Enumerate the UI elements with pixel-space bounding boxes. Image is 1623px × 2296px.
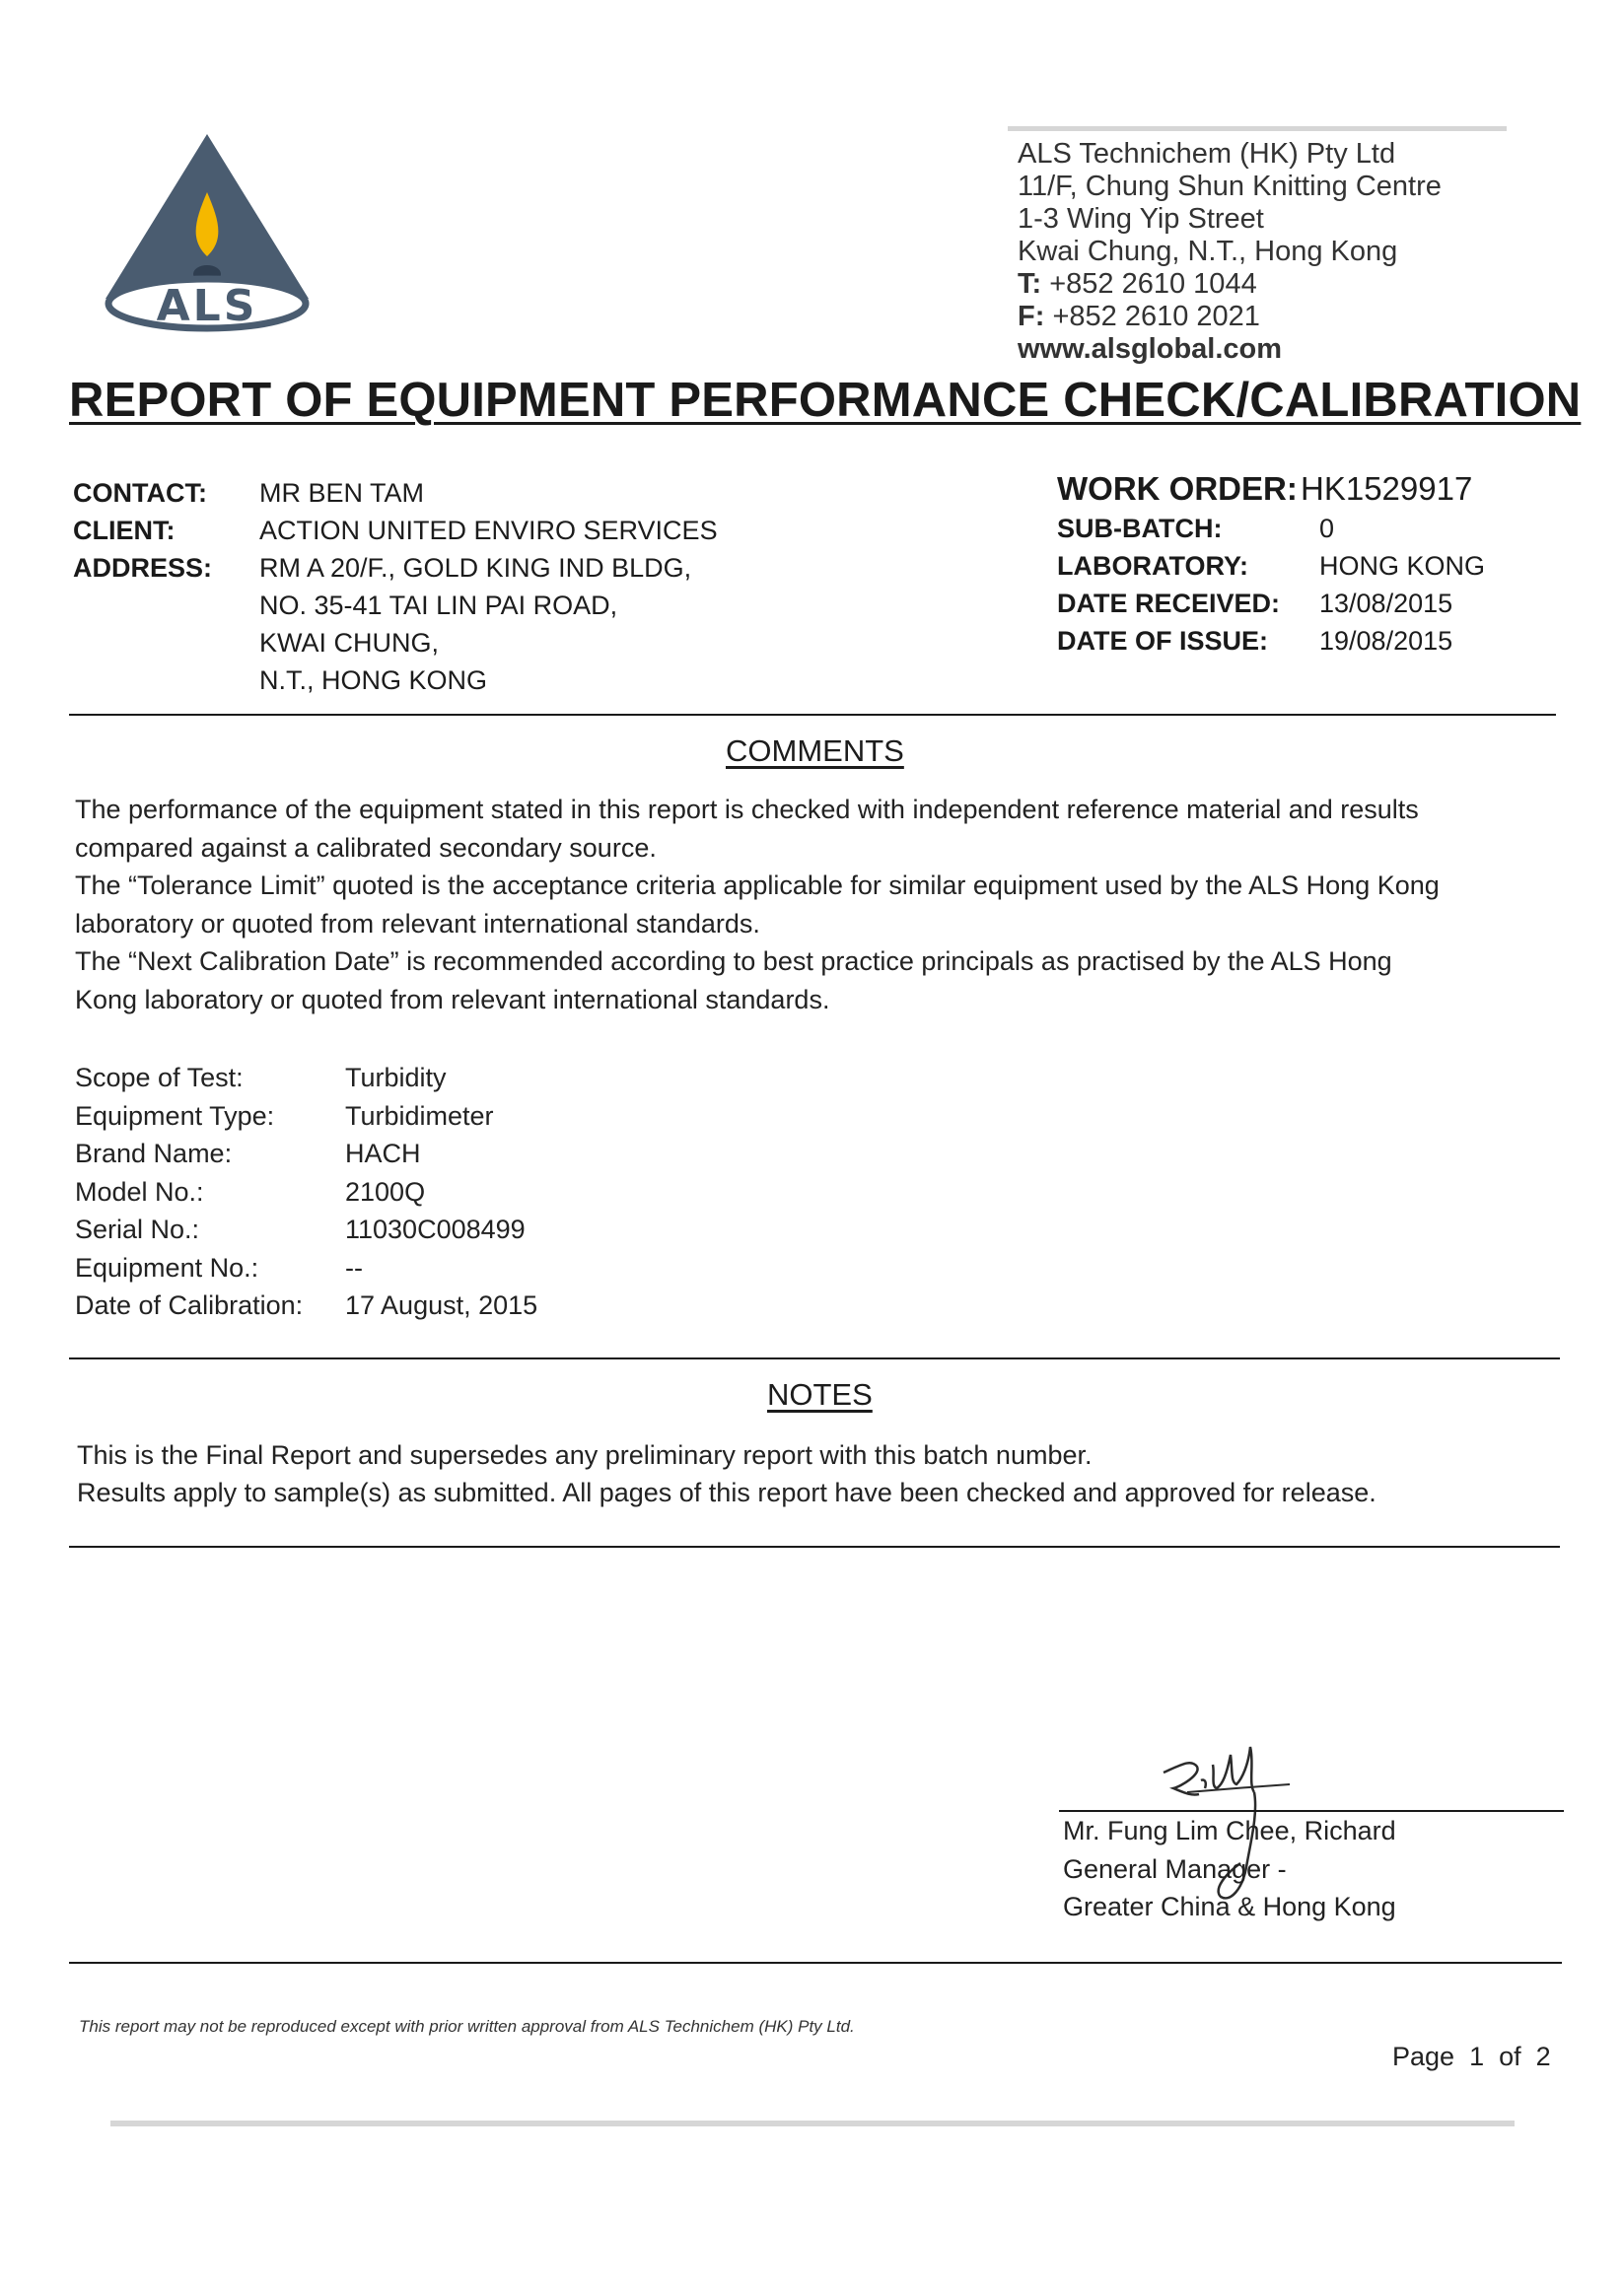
notes-text: [77, 1436, 1376, 1511]
address-line: N.T., HONG KONG: [259, 665, 488, 695]
comment-line: laboratory or quoted from relevant international standards.: [75, 908, 760, 939]
address-line: RM A 20/F., GOLD KING IND BLDG,: [259, 553, 692, 583]
address-lines: [259, 549, 691, 699]
signatory-title-line2: Greater China & Hong Kong: [1063, 1892, 1396, 1921]
report-title: REPORT OF EQUIPMENT PERFORMANCE CHECK/CALIBRATION: [69, 374, 1582, 427]
client-info: [73, 474, 718, 699]
signatory-name: Mr. Fung Lim Chee, Richard: [1063, 1816, 1396, 1845]
phone-number: +852 2610 1044: [1049, 268, 1257, 300]
signatory-title-line1: General Manager -: [1063, 1853, 1287, 1884]
scope-label: Scope of Test:: [75, 1063, 244, 1092]
date-of-issue-label: DATE OF ISSUE:: [1057, 626, 1269, 656]
order-info: [1057, 470, 1485, 660]
model-row: [75, 1173, 537, 1212]
comments-heading: COMMENTS: [726, 733, 904, 768]
contact-row: [73, 474, 718, 512]
divider-4: [69, 1962, 1562, 1964]
company-website: www.alsglobal.com: [1018, 333, 1283, 365]
header-shade-bar: [1008, 126, 1507, 131]
fax-number: +852 2610 2021: [1052, 301, 1260, 332]
comment-line: The “Tolerance Limit” quoted is the acceptance criteria applicable for similar equipment used by the ALS Hong Kong: [75, 870, 1440, 900]
equipment-details: [75, 1059, 537, 1325]
date-received-row: [1057, 585, 1485, 622]
equipment-no-row: [75, 1249, 537, 1287]
client-label: CLIENT:: [73, 516, 176, 545]
equipment-no-label: Equipment No.:: [75, 1252, 259, 1283]
divider-3: [69, 1546, 1560, 1548]
address-row: [73, 549, 718, 699]
calibration-date-row: [75, 1287, 537, 1325]
phone-label: T:: [1018, 268, 1042, 300]
date-received-label: DATE RECEIVED:: [1057, 589, 1281, 618]
equipment-no-value: --: [345, 1252, 363, 1283]
company-block: [1018, 138, 1442, 366]
sub-batch-value: 0: [1319, 514, 1335, 543]
contact-label: CONTACT:: [73, 478, 207, 508]
type-value: Turbidimeter: [345, 1100, 494, 1131]
work-order-row: [1057, 470, 1485, 510]
address-label: ADDRESS:: [73, 553, 213, 583]
brand-value: HACH: [345, 1139, 421, 1168]
divider-2: [69, 1357, 1560, 1359]
serial-label: Serial No.:: [75, 1215, 200, 1244]
notes-line1: This is the Final Report and supersedes any preliminary report with this batch number.: [77, 1440, 1093, 1470]
comment-line: The performance of the equipment stated in this report is checked with independent reference material and results: [75, 795, 1419, 824]
work-order-value: HK1529917: [1301, 470, 1473, 507]
company-fax: [1018, 301, 1442, 333]
date-of-issue-value: 19/08/2015: [1319, 626, 1453, 656]
sub-batch-label: SUB-BATCH:: [1057, 514, 1223, 543]
type-row: [75, 1097, 537, 1136]
signatory-block: [1063, 1812, 1396, 1926]
page-of: of: [1499, 2042, 1521, 2071]
address-line: KWAI CHUNG,: [259, 628, 439, 658]
sub-batch-row: [1057, 510, 1485, 547]
client-row: [73, 512, 718, 549]
address-line: NO. 35-41 TAI LIN PAI ROAD,: [259, 591, 618, 620]
company-address-line1: 11/F, Chung Shun Knitting Centre: [1018, 171, 1442, 202]
serial-row: [75, 1211, 537, 1249]
serial-value: 11030C008499: [345, 1215, 526, 1244]
footer-shade-bar: [110, 2121, 1515, 2126]
calibration-date-label: Date of Calibration:: [75, 1290, 304, 1320]
date-of-issue-row: [1057, 622, 1485, 660]
scope-value: Turbidity: [345, 1063, 447, 1092]
comment-line: The “Next Calibration Date” is recommended according to best practice principals as practised by the ALS Hong: [75, 946, 1392, 976]
als-logo: [99, 131, 316, 333]
comment-line: compared against a calibrated secondary source.: [75, 832, 657, 863]
date-received-value: 13/08/2015: [1319, 589, 1453, 618]
model-value: 2100Q: [345, 1176, 426, 1207]
laboratory-row: [1057, 547, 1485, 585]
laboratory-label: LABORATORY:: [1057, 551, 1248, 581]
page-indicator: [1392, 2042, 1551, 2072]
laboratory-value: HONG KONG: [1319, 551, 1486, 581]
fax-label: F:: [1018, 301, 1045, 332]
calibration-date-value: 17 August, 2015: [345, 1290, 538, 1320]
divider-1: [69, 714, 1556, 716]
page-current: 1: [1469, 2042, 1485, 2071]
notes-heading: NOTES: [767, 1377, 873, 1412]
client-value: ACTION UNITED ENVIRO SERVICES: [259, 516, 718, 545]
work-order-label: WORK ORDER:: [1057, 470, 1298, 507]
brand-label: Brand Name:: [75, 1139, 233, 1168]
model-label: Model No.:: [75, 1176, 204, 1207]
footer-disclaimer: This report may not be reproduced except with prior written approval from ALS Technichem (HK) Pty Ltd.: [79, 2017, 855, 2036]
logo-text: ALS: [156, 281, 258, 331]
notes-line2: Results apply to sample(s) as submitted. All pages of this report have been checked and approved for release.: [77, 1478, 1376, 1507]
company-name: ALS Technichem (HK) Pty Ltd: [1018, 138, 1396, 170]
company-phone: [1018, 268, 1442, 301]
page-total: 2: [1535, 2042, 1551, 2071]
comment-line: Kong laboratory or quoted from relevant international standards.: [75, 984, 830, 1014]
page-word: Page: [1392, 2042, 1455, 2071]
comments-text: [75, 791, 1574, 1018]
brand-row: [75, 1135, 537, 1173]
company-address-line3: Kwai Chung, N.T., Hong Kong: [1018, 236, 1398, 267]
scope-row: [75, 1059, 537, 1097]
company-address-line2: 1-3 Wing Yip Street: [1018, 203, 1264, 235]
type-label: Equipment Type:: [75, 1100, 275, 1131]
contact-value: MR BEN TAM: [259, 478, 425, 508]
